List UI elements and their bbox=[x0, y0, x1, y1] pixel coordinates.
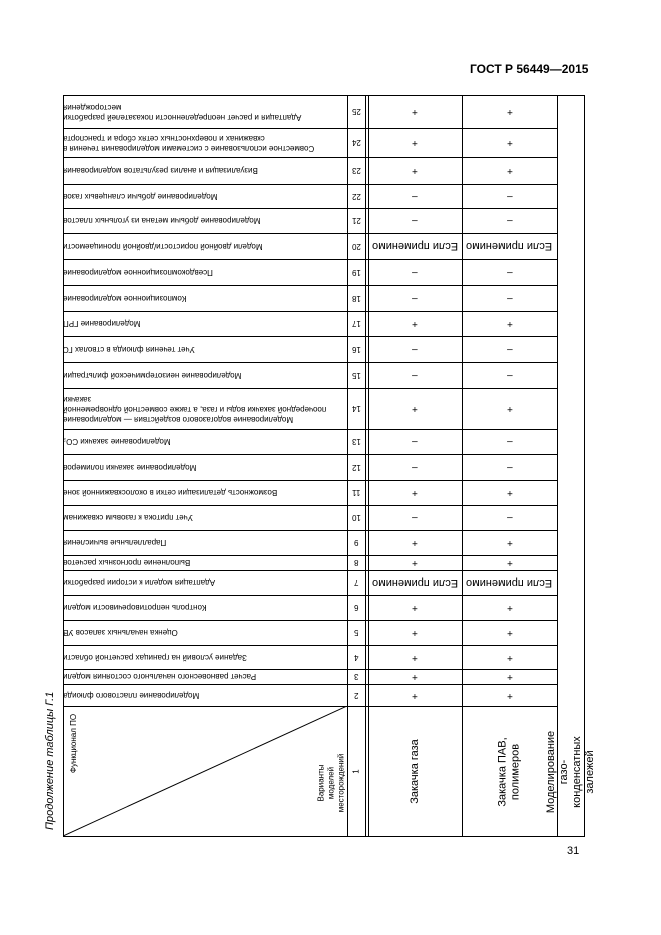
row-number-cell bbox=[347, 570, 365, 595]
row-number-cell-text: 9 bbox=[353, 538, 359, 547]
surfactant-polymer-cell bbox=[462, 570, 557, 595]
surfactant-polymer-cell-text: + bbox=[506, 165, 513, 176]
gas-injection-cell-text: + bbox=[412, 165, 418, 176]
surfactant-polymer-cell-text: + bbox=[506, 627, 513, 638]
row-number-cell bbox=[347, 311, 365, 336]
feature-cell-text: Учет притока к газовым скважинам bbox=[63, 513, 193, 522]
row-number-cell-text: 23 bbox=[351, 166, 361, 175]
feature-cell-text: Моделирование добычи сланцевых газов bbox=[63, 191, 218, 201]
surfactant-polymer-cell bbox=[462, 128, 557, 157]
row-number-cell-text: 20 bbox=[351, 241, 361, 251]
column-header-surfactant-label: Закачка ПАВ, полимеров bbox=[496, 736, 522, 807]
software-functionality-cell bbox=[63, 706, 85, 780]
row-number-cell-text: 11 bbox=[351, 488, 361, 497]
feature-cell-text: Адаптация модели к истории разработки bbox=[63, 578, 216, 587]
row-number-cell-text: 19 bbox=[351, 267, 361, 277]
row-number-cell bbox=[347, 454, 365, 480]
page-number: 31 bbox=[567, 845, 580, 857]
gas-injection-cell bbox=[368, 311, 462, 336]
surfactant-polymer-cell bbox=[462, 336, 557, 362]
surfactant-polymer-cell bbox=[462, 555, 557, 570]
gas-injection-cell-text: + bbox=[412, 537, 418, 548]
row-number-cell-text: 13 bbox=[351, 437, 361, 446]
gas-injection-cell bbox=[368, 480, 462, 505]
surfactant-polymer-cell-text: + bbox=[506, 689, 513, 701]
row-number-cell-text: 24 bbox=[351, 138, 361, 147]
gas-injection-cell-text: + bbox=[412, 318, 418, 329]
feature-cell-text: Совместное использование с системами моделирования течения в скважинах и поверхностных сетях сбора и транспорта bbox=[63, 133, 315, 153]
feature-cell bbox=[63, 311, 347, 336]
gas-injection-cell-text: – bbox=[412, 266, 418, 278]
gas-injection-cell bbox=[368, 530, 462, 555]
surfactant-polymer-cell-text: Если применимо bbox=[466, 576, 553, 589]
row-number-cell-text: 4 bbox=[353, 652, 359, 662]
software-functionality-label: Функционал ПО bbox=[69, 713, 79, 773]
gas-injection-cell-text: + bbox=[412, 671, 418, 682]
row-number-cell-text: 8 bbox=[353, 558, 359, 567]
table-continuation-caption: Продолжение таблицы Г.1 bbox=[44, 691, 56, 830]
feature-cell bbox=[63, 505, 347, 530]
column-header-surfactant bbox=[462, 706, 557, 837]
feature-cell bbox=[63, 595, 347, 620]
gas-injection-cell bbox=[368, 595, 462, 620]
feature-cell-text: Модели двойной пористости/двойной проницаемости bbox=[63, 241, 263, 251]
feature-cell-text: Моделирование неизотермической фильтрации bbox=[63, 370, 242, 380]
surfactant-polymer-cell bbox=[462, 259, 557, 285]
surfactant-polymer-cell-text: – bbox=[506, 292, 513, 304]
gas-injection-cell-text: – bbox=[412, 190, 418, 202]
row-number-cell bbox=[347, 505, 365, 530]
feature-cell-text: Задание условий на границах расчетной области bbox=[63, 652, 247, 662]
column-header-gas-label: Закачка газа bbox=[408, 739, 421, 804]
feature-cell bbox=[63, 285, 347, 311]
feature-cell bbox=[63, 570, 347, 595]
surfactant-polymer-cell bbox=[462, 311, 557, 336]
surfactant-polymer-cell-text: – bbox=[506, 436, 513, 447]
gas-injection-cell-text: + bbox=[412, 557, 418, 568]
surfactant-polymer-cell bbox=[462, 388, 557, 429]
feature-cell-text: Моделирование добычи метана из угольных пластов bbox=[63, 216, 261, 225]
row-number-cell bbox=[347, 669, 365, 684]
feature-cell-text: Параллельные вычисления bbox=[63, 538, 167, 547]
diagonal-line bbox=[63, 706, 347, 836]
gas-injection-cell-text: – bbox=[412, 215, 418, 226]
surfactant-polymer-cell bbox=[462, 669, 557, 684]
row-number-cell-text: 18 bbox=[351, 293, 361, 303]
row-number-cell bbox=[347, 388, 365, 429]
gas-injection-cell-text: + bbox=[412, 487, 418, 498]
gas-injection-cell-text: – bbox=[412, 369, 418, 381]
gas-injection-cell-text: + bbox=[412, 602, 418, 613]
row-number-cell bbox=[347, 285, 365, 311]
gas-injection-cell bbox=[368, 555, 462, 570]
feature-cell bbox=[63, 362, 347, 388]
gas-injection-cell bbox=[368, 285, 462, 311]
feature-cell bbox=[63, 480, 347, 505]
feature-cell-text: Моделирование пластового флюида bbox=[63, 690, 200, 700]
row-number-cell bbox=[347, 480, 365, 505]
row-number-cell-text: 16 bbox=[351, 344, 361, 354]
gas-injection-cell bbox=[368, 128, 462, 157]
surfactant-polymer-cell-text: + bbox=[506, 671, 513, 682]
feature-cell bbox=[63, 208, 347, 233]
gas-injection-cell-text: + bbox=[412, 689, 418, 701]
row-number-cell-text: 22 bbox=[351, 191, 361, 201]
header-diagonal bbox=[63, 706, 347, 837]
row-number-cell-text: 2 bbox=[353, 690, 359, 700]
feature-cell-text: Псевдокомпозиционное моделирование bbox=[63, 267, 213, 277]
surfactant-polymer-cell bbox=[462, 645, 557, 669]
feature-cell bbox=[63, 95, 347, 128]
feature-cell bbox=[63, 645, 347, 669]
row-number-cell bbox=[347, 95, 365, 128]
surfactant-polymer-cell-text: + bbox=[506, 487, 513, 498]
row-number-cell bbox=[347, 157, 365, 184]
surfactant-polymer-cell bbox=[462, 684, 557, 706]
row-number-cell-text: 3 bbox=[353, 672, 359, 681]
feature-cell bbox=[63, 530, 347, 555]
surfactant-polymer-cell bbox=[462, 620, 557, 645]
row-number-cell-text: 14 bbox=[351, 404, 361, 413]
row-number-cell bbox=[347, 184, 365, 208]
surfactant-polymer-cell-text: + bbox=[506, 403, 513, 414]
row-number-cell bbox=[347, 429, 365, 454]
surfactant-polymer-cell bbox=[462, 184, 557, 208]
surfactant-polymer-cell-text: – bbox=[506, 190, 513, 202]
surfactant-polymer-cell bbox=[462, 208, 557, 233]
row-number-cell-text: 7 bbox=[353, 578, 359, 587]
row-number-cell bbox=[347, 555, 365, 570]
surfactant-polymer-cell-text: – bbox=[506, 343, 513, 355]
row-number-cell-text: 15 bbox=[351, 370, 361, 380]
feature-cell bbox=[63, 555, 347, 570]
feature-cell bbox=[63, 128, 347, 157]
row-number-cell bbox=[347, 645, 365, 669]
surfactant-polymer-cell-text: + bbox=[506, 537, 513, 548]
row-number-cell bbox=[347, 595, 365, 620]
surfactant-polymer-cell-text: + bbox=[506, 318, 513, 329]
surfactant-polymer-cell bbox=[462, 480, 557, 505]
row-number-cell-text: 10 bbox=[351, 513, 361, 522]
feature-cell-text: Моделирование закачки CO₂ bbox=[63, 437, 171, 446]
gas-injection-cell-text: + bbox=[412, 106, 418, 117]
feature-cell-text: Моделирование закачки полимеров bbox=[63, 462, 197, 472]
surfactant-polymer-cell-text: + bbox=[506, 106, 513, 117]
gas-injection-cell bbox=[368, 336, 462, 362]
surfactant-polymer-cell bbox=[462, 285, 557, 311]
feature-cell bbox=[63, 620, 347, 645]
surfactant-polymer-cell bbox=[462, 429, 557, 454]
document-id: ГОСТ Р 56449—2015 bbox=[470, 62, 589, 76]
feature-cell-text: Возможность детализации сетки в околоскважинной зоне bbox=[63, 488, 278, 497]
feature-cell-text: Контроль непротиворечивости модели bbox=[63, 603, 207, 612]
feature-cell-text: Моделирование ГРП bbox=[63, 319, 141, 328]
gas-injection-cell bbox=[368, 259, 462, 285]
row-number-cell-text: 5 bbox=[353, 628, 359, 637]
surfactant-polymer-cell-text: – bbox=[506, 512, 513, 523]
feature-cell-text: Оценка начальных запасов УВ bbox=[63, 628, 178, 637]
feature-cell-text: Адаптация и расчет неопределенности показателей разработки месторождения bbox=[63, 102, 302, 122]
gas-injection-cell-text: + bbox=[412, 651, 418, 663]
gas-injection-cell bbox=[368, 157, 462, 184]
feature-cell-text: Композиционное моделирование bbox=[63, 293, 187, 303]
column-number-cell bbox=[347, 706, 365, 837]
feature-cell bbox=[63, 454, 347, 480]
feature-cell-text: Расчет равновесного начального состояния модели bbox=[63, 672, 257, 681]
gas-injection-cell bbox=[368, 233, 462, 259]
gas-injection-cell-text: – bbox=[412, 343, 418, 355]
surfactant-polymer-cell-text: – bbox=[506, 215, 513, 226]
gas-injection-cell-text: + bbox=[412, 403, 418, 414]
surfactant-polymer-cell bbox=[462, 530, 557, 555]
feature-cell bbox=[63, 233, 347, 259]
surfactant-polymer-cell bbox=[462, 595, 557, 620]
feature-cell-text: Моделирование водогазового воздействия — моделирование поочередной закачки воды и газа, а также совместной одновременной закачки bbox=[63, 394, 327, 424]
feature-cell bbox=[63, 184, 347, 208]
row-number-cell bbox=[347, 620, 365, 645]
gas-injection-cell bbox=[368, 684, 462, 706]
gas-injection-cell-text: Если применимо bbox=[371, 576, 459, 589]
row-number-cell bbox=[347, 336, 365, 362]
feature-cell bbox=[63, 259, 347, 285]
gas-injection-cell bbox=[368, 505, 462, 530]
surfactant-polymer-cell-text: + bbox=[506, 602, 513, 613]
gas-injection-cell bbox=[368, 208, 462, 233]
feature-cell bbox=[63, 157, 347, 184]
row-number-cell bbox=[347, 233, 365, 259]
feature-cell-text: Визуализация и анализ результатов моделирования bbox=[63, 166, 258, 175]
column-header-gas-condensate bbox=[545, 706, 596, 837]
gas-injection-cell bbox=[368, 184, 462, 208]
row-number-cell-text: 21 bbox=[351, 216, 361, 225]
surfactant-polymer-cell-text: – bbox=[506, 266, 513, 278]
gas-injection-cell-text: Если применимо bbox=[371, 240, 459, 252]
gas-injection-cell bbox=[368, 454, 462, 480]
row-number-cell bbox=[347, 362, 365, 388]
surfactant-polymer-cell-text: + bbox=[506, 137, 513, 148]
gas-injection-cell bbox=[368, 362, 462, 388]
row-number-cell bbox=[347, 128, 365, 157]
row-number-cell-text: 17 bbox=[351, 319, 361, 328]
surfactant-polymer-cell-text: – bbox=[506, 369, 513, 381]
gas-injection-cell bbox=[368, 95, 462, 128]
row-number-cell bbox=[347, 208, 365, 233]
gas-injection-cell-text: – bbox=[412, 436, 418, 447]
surfactant-polymer-cell bbox=[462, 95, 557, 128]
row-number-cell-text: 12 bbox=[351, 462, 361, 472]
field-model-variants-label: Варианты моделей месторождений bbox=[316, 753, 346, 813]
gas-injection-cell-text: + bbox=[412, 627, 418, 638]
surfactant-polymer-cell-text: – bbox=[506, 461, 513, 473]
column-header-gas bbox=[368, 706, 462, 837]
gas-injection-cell bbox=[368, 669, 462, 684]
gas-injection-cell bbox=[368, 388, 462, 429]
feature-cell bbox=[63, 336, 347, 362]
row-number-cell bbox=[347, 259, 365, 285]
row-number-cell-text: 25 bbox=[351, 107, 361, 116]
feature-cell-text: Выполнение прогнозных расчетов bbox=[63, 558, 191, 567]
feature-cell bbox=[63, 429, 347, 454]
gas-injection-cell bbox=[368, 645, 462, 669]
gas-injection-cell-text: + bbox=[412, 137, 418, 148]
gas-injection-cell bbox=[368, 570, 462, 595]
row-number-cell bbox=[347, 684, 365, 706]
row-number-cell bbox=[347, 530, 365, 555]
surfactant-polymer-cell bbox=[462, 233, 557, 259]
gas-injection-cell-text: – bbox=[412, 512, 418, 523]
surfactant-polymer-cell-text: + bbox=[506, 651, 513, 663]
gas-injection-cell bbox=[368, 429, 462, 454]
feature-cell bbox=[63, 388, 347, 429]
feature-cell-text: Учет течения флюида в стволах ГС bbox=[63, 344, 195, 354]
grid-line bbox=[365, 95, 366, 837]
gas-injection-cell-text: – bbox=[412, 461, 418, 473]
feature-cell bbox=[63, 669, 347, 684]
surfactant-polymer-cell bbox=[462, 454, 557, 480]
surfactant-polymer-cell-text: + bbox=[506, 557, 513, 568]
surfactant-polymer-cell bbox=[462, 157, 557, 184]
row-number-cell-text: 6 bbox=[353, 603, 359, 612]
surfactant-polymer-cell-text: Если применимо bbox=[466, 240, 553, 252]
column-number: 1 bbox=[351, 769, 361, 774]
feature-cell bbox=[63, 684, 347, 706]
surfactant-polymer-cell bbox=[462, 505, 557, 530]
gas-injection-cell-text: – bbox=[412, 292, 418, 304]
gas-injection-cell bbox=[368, 620, 462, 645]
column-header-gas-condensate-label: Моделирование газо-конденсатных залежей bbox=[545, 730, 596, 813]
surfactant-polymer-cell bbox=[462, 362, 557, 388]
field-model-variants-cell bbox=[317, 735, 345, 831]
